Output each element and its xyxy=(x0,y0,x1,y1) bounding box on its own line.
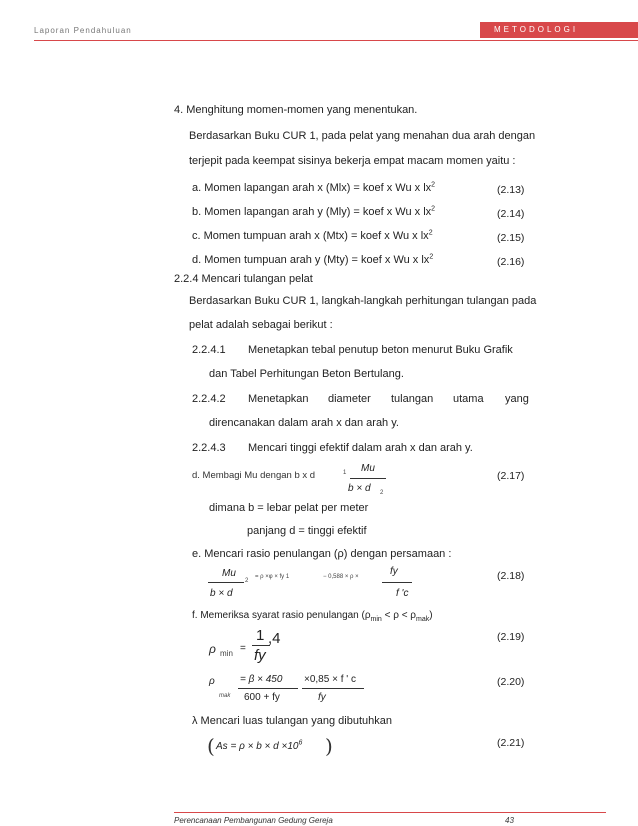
justified-word: tulangan xyxy=(391,393,434,405)
section-2-2-4-para-line2: pelat adalah sebagai berikut : xyxy=(189,319,333,331)
subsection-text-cont: direncanakan dalam arah x dan arah y. xyxy=(209,417,399,429)
header-divider xyxy=(34,40,638,41)
eq-2-19-denominator: fy xyxy=(254,647,266,664)
moment-item: c. Momen tumpuan arah x (Mtx) = koef x Wu x $lx^2$ xyxy=(192,229,433,242)
fraction-bar xyxy=(350,478,386,479)
subsection-text-cont: dan Tabel Perhitungan Beton Bertulang. xyxy=(209,368,404,380)
step-d-sup: 1 xyxy=(343,470,347,476)
eq-2-17-denominator: b × d xyxy=(348,483,371,494)
step-e-label: e. Mencari rasio penulangan (ρ) dengan persamaan : xyxy=(192,548,452,560)
step4-para-line1: Berdasarkan Buku CUR 1, pada pelat yang menahan dua arah dengan xyxy=(189,130,536,142)
step-f-label: f. Memeriksa syarat rasio penulangan $(\rho_{min} < \rho < \rho_{mak})$ xyxy=(192,610,433,623)
footer-title: Perencanaan Pembangunan Gedung Gereja xyxy=(174,816,333,825)
step-lambda-label: λ Mencari luas tulangan yang dibutuhkan xyxy=(192,715,392,727)
eq-2-17-den-sub: 2 xyxy=(380,490,384,496)
eq-2-18-denominator: b × d xyxy=(210,588,233,599)
equation-number: (2.16) xyxy=(497,256,525,268)
moment-item: a. Momen lapangan arah x (Mlx) = koef x Wu x $lx^2$ xyxy=(192,181,436,194)
justified-word: utama xyxy=(453,393,484,405)
rho-mak-sub: mak xyxy=(219,693,231,699)
subsection-number: 2.2.4.2 xyxy=(192,393,226,405)
equation-number: (2.17) xyxy=(497,470,525,482)
subsection-text: Mencari tinggi efektif dalam arah x dan arah y. xyxy=(248,442,473,454)
section-2-2-4-para-line1: Berdasarkan Buku CUR 1, langkah-langkah perhitungan tulangan pada xyxy=(189,295,537,307)
eq-2-18-middle: = ρ ×φ × fy 1 xyxy=(255,574,290,580)
where-line2: panjang d = tinggi efektif xyxy=(247,525,367,537)
rho-symbol: ρ xyxy=(209,642,216,656)
justified-word: diameter xyxy=(328,393,371,405)
header-section: METODOLOGI xyxy=(494,25,579,34)
eq-2-18-sub: 2 xyxy=(245,578,249,584)
section-2-2-4-heading: 2.2.4 Mencari tulangan pelat xyxy=(174,273,313,285)
eq-2-19-coefficient: ,4 xyxy=(268,630,281,647)
justified-word: yang xyxy=(505,393,529,405)
subsection-number: 2.2.4.1 xyxy=(192,344,226,356)
close-bracket: ) xyxy=(325,734,333,758)
step-d-label: d. Membagi Mu dengan b x d xyxy=(192,470,316,481)
eq-2-18-numerator2: fy xyxy=(390,566,398,577)
eq-2-18-denominator2: f 'c xyxy=(396,588,409,599)
where-line1: dimana b = lebar pelat per meter xyxy=(209,502,369,514)
fraction-bar xyxy=(382,582,412,583)
fraction-bar xyxy=(238,688,298,689)
fraction-bar xyxy=(302,688,364,689)
equation-number: (2.15) xyxy=(497,232,525,244)
footer-divider xyxy=(174,812,606,813)
eq-2-20-denominator: 600 + fy xyxy=(244,692,280,703)
equation-number: (2.18) xyxy=(497,570,525,582)
equals-sign: = xyxy=(240,643,246,654)
subsection-text: Menetapkan tebal penutup beton menurut Buku Grafik xyxy=(248,344,513,356)
equation-number: (2.14) xyxy=(497,208,525,220)
header-title: Laporan Pendahuluan xyxy=(34,26,132,35)
page-number: 43 xyxy=(505,816,514,825)
rho-min-sub: min xyxy=(220,649,233,658)
equation-number: (2.20) xyxy=(497,676,525,688)
eq-2-17-numerator: Mu xyxy=(361,463,375,474)
justified-word: Menetapkan xyxy=(248,393,309,405)
eq-2-21-body: $As = \rho \times b \times d \times 10^6$ xyxy=(216,739,303,752)
eq-2-18-middle2: − 0,588 × ρ × xyxy=(323,574,359,580)
rho-symbol: ρ xyxy=(209,676,215,687)
eq-2-20-denominator2: fy xyxy=(318,692,326,703)
eq-2-20-numerator2: ×0,85 × f ' c xyxy=(304,674,356,685)
moment-item: d. Momen tumpuan arah y (Mty) = koef x Wu x $lx^2$ xyxy=(192,253,434,266)
equation-number: (2.19) xyxy=(497,631,525,643)
moment-item: b. Momen lapangan arah y (Mly) = koef x Wu x $lx^2$ xyxy=(192,205,436,218)
step4-heading: 4. Menghitung momen-momen yang menentukan. xyxy=(174,104,418,116)
fraction-bar xyxy=(208,582,244,583)
equation-number: (2.13) xyxy=(497,184,525,196)
step4-para-line2: terjepit pada keempat sisinya bekerja empat macam momen yaitu : xyxy=(189,155,516,167)
subsection-number: 2.2.4.3 xyxy=(192,442,226,454)
eq-2-19-numerator: 1 xyxy=(256,627,265,644)
eq-2-20-numerator: = β × 450 xyxy=(240,674,283,685)
equation-number: (2.21) xyxy=(497,737,525,749)
open-bracket: ( xyxy=(207,734,215,758)
eq-2-18-numerator: Mu xyxy=(222,568,236,579)
